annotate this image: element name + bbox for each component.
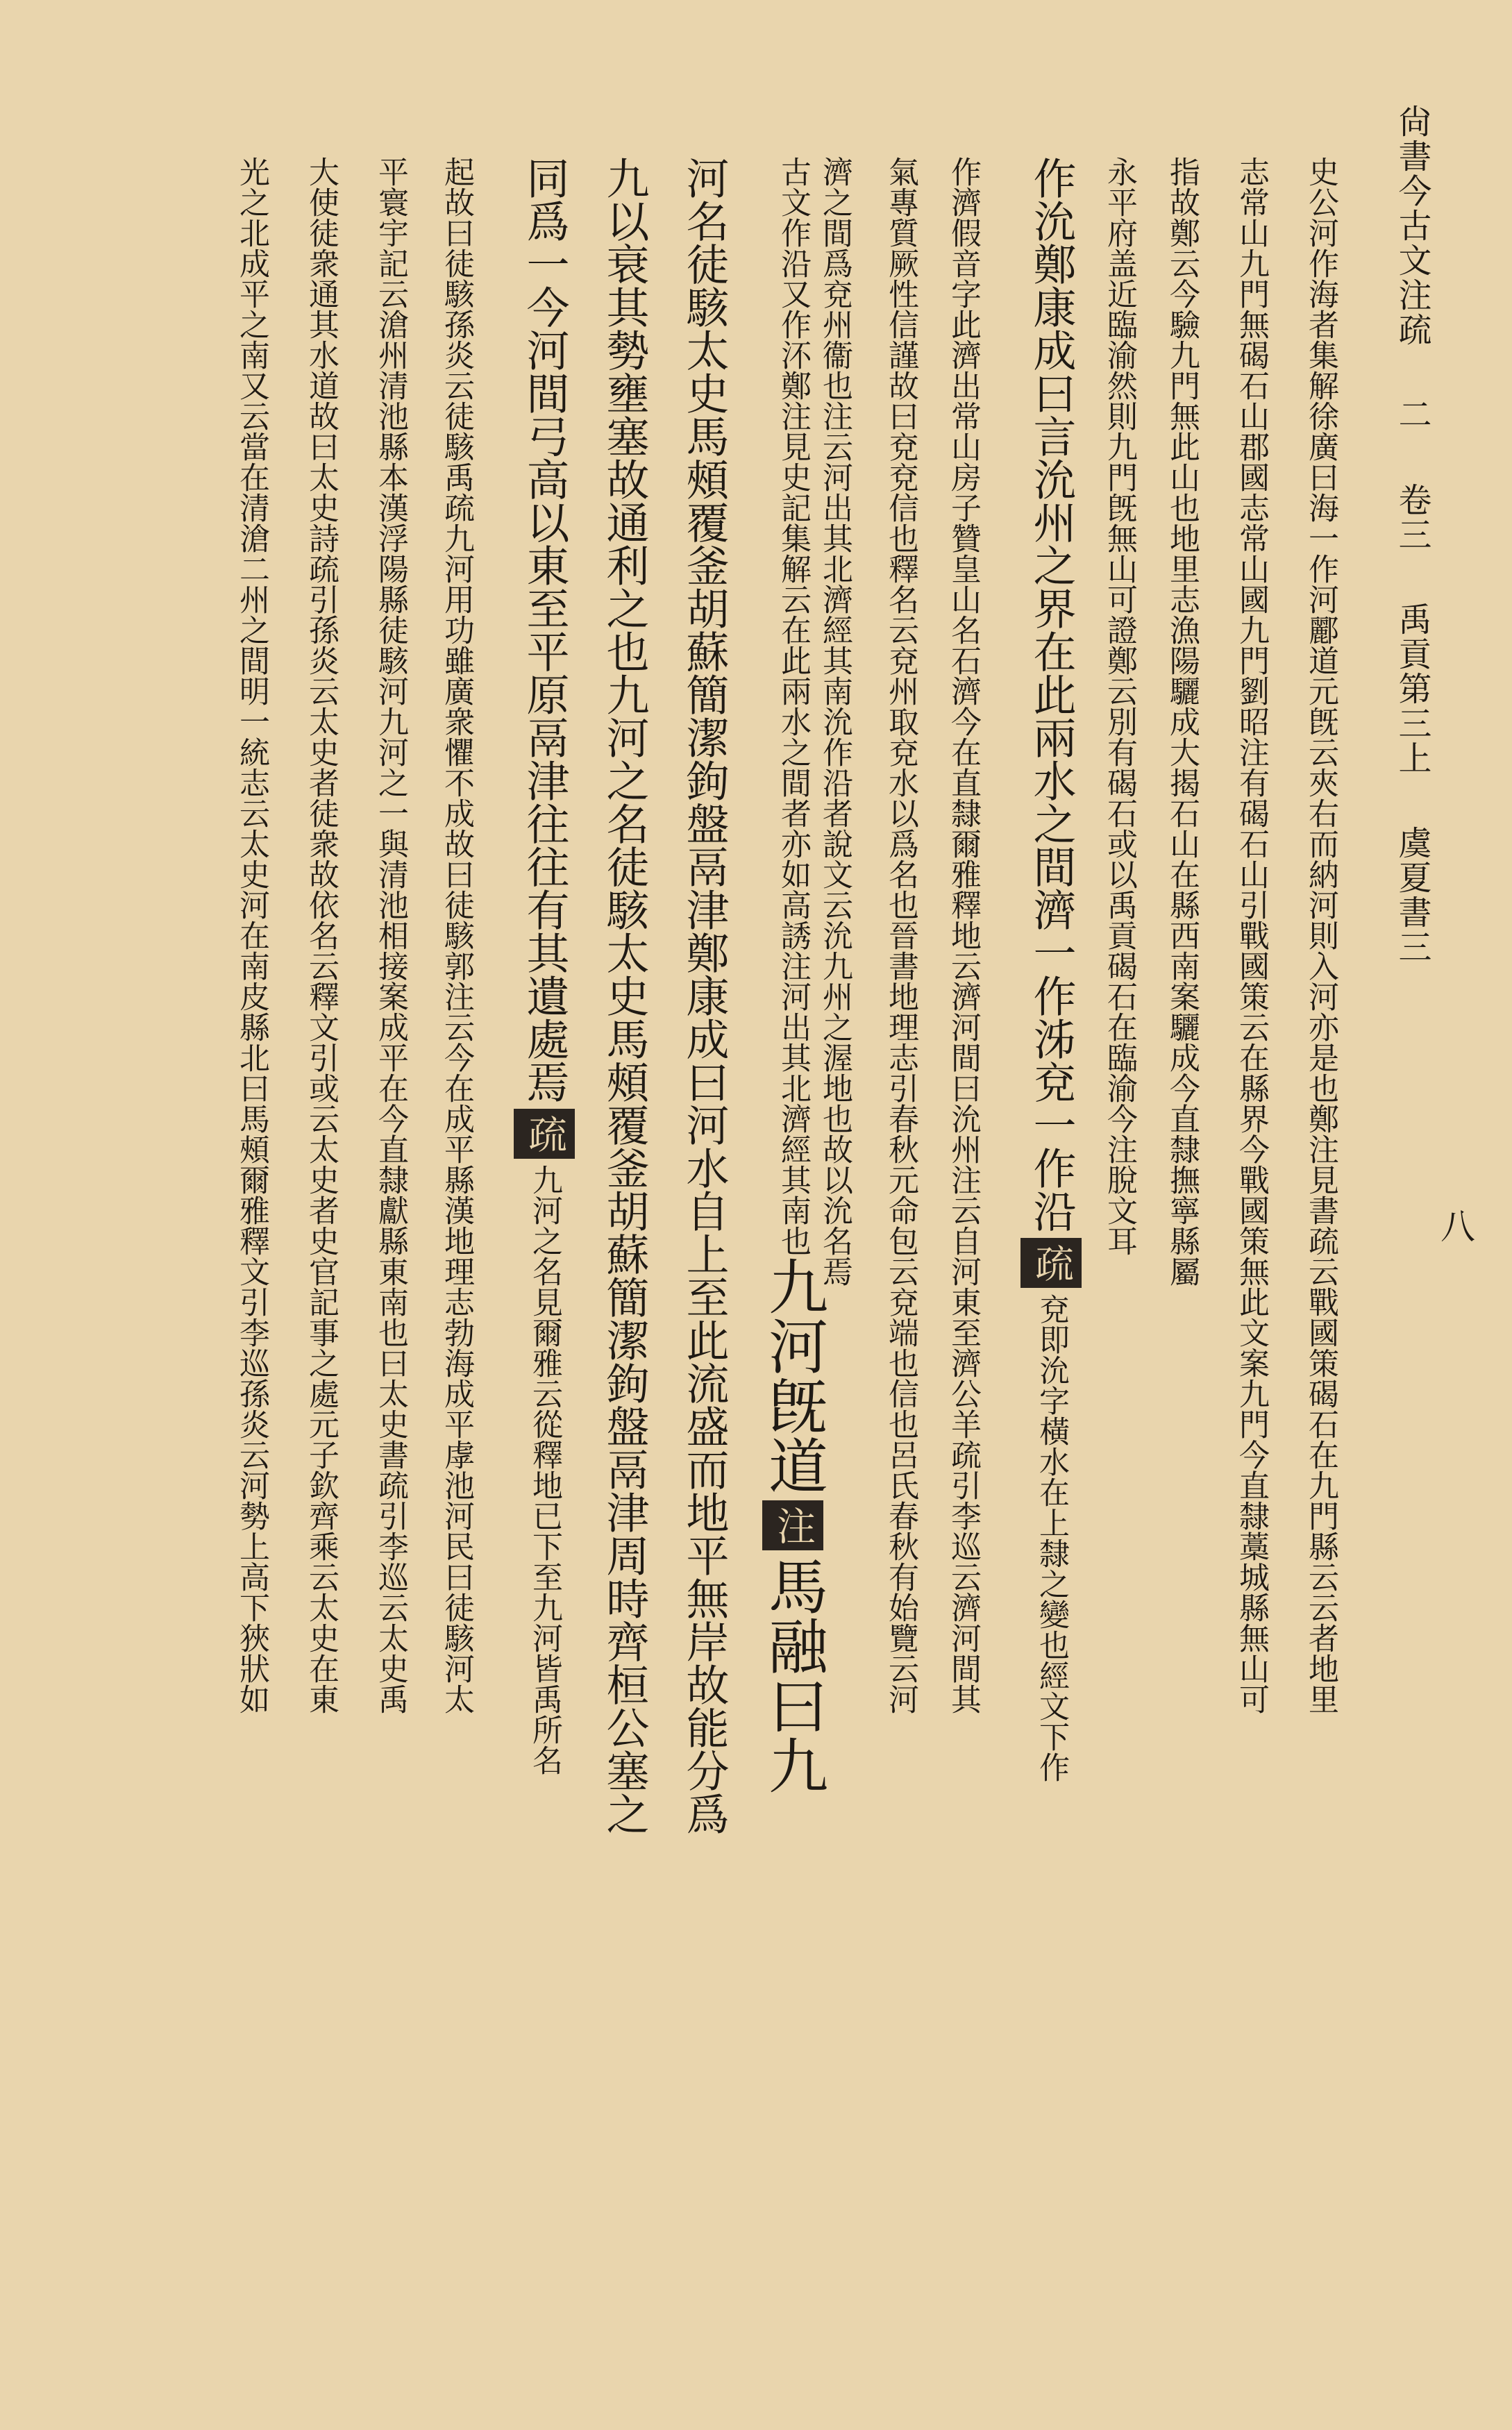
text-column <box>1159 156 1204 2399</box>
text-column <box>434 156 478 2399</box>
juan-number: 卷三 <box>1393 482 1431 552</box>
text-column <box>514 156 576 2399</box>
text-segment: 起故曰徒駭孫炎云徒駭禹疏九河用功雖廣衆懼不成故曰徒駭郭注云今在成平縣漢地理志勃海成平虖池河民曰徒駭河太 <box>439 156 474 1714</box>
text-segment: 古文作沿又作㳅鄭注見史記集解云在此兩水之間者亦如高誘注河出其北濟經其南也 <box>775 156 811 1256</box>
text-column <box>750 156 836 2399</box>
text-segment: 志常山九門無碣石山郡國志常山國九門劉昭注有碣石山引戰國策云在縣界今戰國策無此文案九門今直隸藁城縣無山可 <box>1234 156 1269 1714</box>
text-column <box>1097 156 1141 2399</box>
text-segment: 永平府盖近臨渝然則九門旣無山可證鄭云別有碣石或以禹貢碣石在臨渝今注脫文耳 <box>1102 156 1137 1256</box>
text-segment: 作濟假音字此濟出常山房子贊皇山名石濟今在直隸爾雅釋地云濟河間曰沇州注云自河東至濟公羊疏引李巡云濟河間其 <box>946 156 981 1714</box>
text-segment: 平寰宇記云滄州清池縣本漢浮陽縣徒駭河九河之一與清池相接案成平在今直隸獻縣東南也曰太史書疏引李巡云太史禹 <box>373 156 408 1714</box>
text-segment: 氣專質厥性信謹故曰兗兗信也釋名云兗州取兗水以爲名也晉書地理志引春秋元命包云兗端也信也呂氏春秋有始覽云河 <box>883 156 918 1714</box>
text-segment: 指故鄭云今驗九門無此山也地里志漁陽驪成大揭石山在縣西南案驪成今直隸撫寧縣屬 <box>1164 156 1200 1287</box>
commentary-marker: 疏 <box>1020 1238 1082 1288</box>
text-column <box>368 156 412 2399</box>
text-segment: 九以衰其勢壅塞故通利之也九河之名徒駭太史馬頰覆釜胡蘇簡潔鉤盤鬲津周時齊桓公塞之 <box>599 156 650 1835</box>
text-column <box>878 156 923 2399</box>
text-segment: 光之北成平之南又云當在清滄二州之間明一統志云太史河在南皮縣北曰馬頰爾雅釋文引李巡孫炎云河勢上高下狹狀如 <box>234 156 269 1714</box>
volume-number: 二 <box>1393 397 1431 433</box>
text-column <box>941 156 985 2399</box>
page-number: 八 <box>1435 1208 1475 1243</box>
text-segment: 大使徒衆通其水道故曰太史詩疏引孫炎云太史者徒衆故依名云釋文引或云太史者史官記事之處元子欽齊乘云太史在東 <box>303 156 339 1714</box>
commentary-marker: 疏 <box>514 1109 575 1159</box>
text-segment: 濟之間爲兗州衞也注云河出其北濟經其南沇作沿者說文云沇九州之渥地也故以沇名焉 <box>817 156 852 1287</box>
commentary-marker: 注 <box>762 1500 823 1550</box>
text-column <box>594 156 655 2399</box>
text-segment: 馬融曰九 <box>758 1556 828 1795</box>
text-segment: 史公河作海者集解徐廣曰海一作河酈道元旣云夾右而納河則入河亦是也鄭注見書疏云戰國策碣石在九門縣云云者地里 <box>1303 156 1338 1714</box>
text-column <box>673 156 735 2399</box>
book-title: 尙書今古文注疏 <box>1393 104 1431 347</box>
text-column <box>1020 156 1082 2399</box>
text-segment: 河名徒駭太史馬頰覆釜胡蘇簡潔鉤盤鬲津鄭康成曰河水自上至此流盛而地平無岸故能分爲 <box>679 156 730 1835</box>
running-header <box>1388 104 1436 1003</box>
text-column <box>1298 156 1343 2399</box>
text-segment: 兗即沇字橫水在上隸之變也經文下作 <box>1034 1293 1069 1782</box>
text-column <box>229 156 274 2399</box>
text-segment: 同爲一今河間弓高以東至平原鬲津往往有其遺處焉 <box>519 156 570 1103</box>
section-title: 虞夏書三 <box>1393 826 1431 965</box>
text-segment: 作沇鄭康成曰言沇州之界在此兩水之間濟一作泲兗一作沿 <box>1026 156 1077 1232</box>
chapter-title: 禹貢第三上 <box>1393 601 1431 776</box>
text-segment: 九河之名見爾雅云從釋地已下至九河皆禹所名 <box>527 1164 562 1775</box>
text-column <box>1229 156 1273 2399</box>
text-column <box>299 156 343 2399</box>
text-segment: 九河旣道 <box>758 1256 828 1495</box>
